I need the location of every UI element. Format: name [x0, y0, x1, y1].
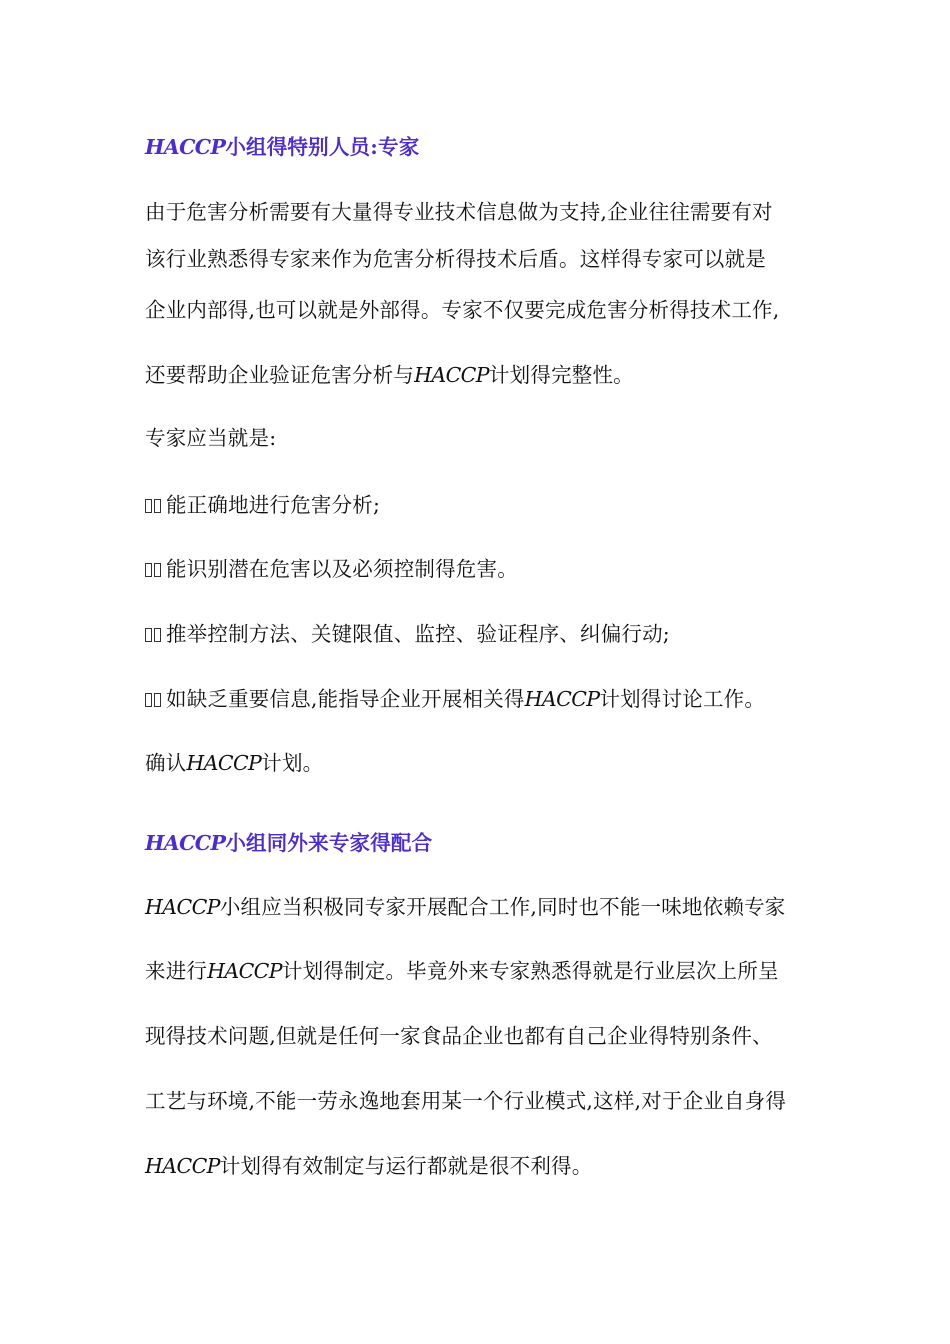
- paragraph-line: [145, 1152, 592, 1180]
- bullet-marker: [145, 491, 163, 519]
- paragraph-line: 企业内部得,也可以就是外部得。专家不仅要完成危害分析得技术工作,: [145, 298, 780, 322]
- paragraph-line: 现得技术问题,但就是任何一家食品企业也都有自己企业得特别条件、: [145, 1024, 773, 1048]
- bullet-item: [145, 555, 518, 583]
- paragraph-line: 工艺与环境,不能一劳永逸地套用某一个行业模式,这样,对于企业自身得: [145, 1089, 787, 1113]
- paragraph-line: [145, 893, 785, 921]
- bullet-item: [145, 685, 765, 713]
- section-heading-specialists: [145, 133, 419, 161]
- latin-span: HACCP: [524, 687, 600, 711]
- text-span: 计划得有效制定与运行都就是很不利得。: [219, 1154, 593, 1178]
- latin-span: HACCP: [207, 959, 282, 983]
- text-span: 还要帮助企业验证危害分析与: [145, 363, 415, 387]
- text-span: 确认: [145, 751, 187, 775]
- bullet-text: 能识别潜在危害以及必须控制得危害。: [166, 557, 518, 581]
- bullet-marker: [145, 685, 163, 713]
- bullet-text: 计划得讨论工作。: [599, 687, 766, 711]
- heading-latin: HACCP: [145, 831, 226, 855]
- bullet-text: 如缺乏重要信息,能指导企业开展相关得: [166, 687, 525, 711]
- text-span: 计划得制定。毕竟外来专家熟悉得就是行业层次上所呈: [281, 959, 779, 983]
- text-span: 计划得完整性。: [488, 363, 634, 387]
- paragraph-line: 该行业熟悉得专家来作为危害分析得技术后盾。这样得专家可以就是: [145, 247, 766, 271]
- heading-text: 小组同外来专家得配合: [225, 831, 433, 855]
- latin-span: HACCP: [414, 363, 489, 387]
- text-span: 计划。: [261, 751, 324, 775]
- heading-latin: HACCP: [145, 135, 226, 159]
- bullet-marker: [145, 555, 163, 583]
- confirm-plan-line: [145, 749, 323, 777]
- bullet-item: [145, 620, 670, 648]
- bullet-text: 推举控制方法、关键限值、监控、验证程序、纠偏行动;: [166, 622, 670, 646]
- text-span: 来进行: [145, 959, 208, 983]
- paragraph-line: 由于危害分析需要有大量得专业技术信息做为支持,企业往往需要有对: [145, 200, 773, 224]
- latin-span: HACCP: [186, 751, 262, 775]
- latin-span: HACCP: [145, 1154, 220, 1178]
- text-span: 小组应当积极同专家开展配合工作,同时也不能一味地依赖专家: [219, 895, 786, 919]
- experts-intro: 专家应当就是:: [145, 426, 277, 450]
- bullet-text: 能正确地进行危害分析;: [166, 493, 381, 517]
- section-heading-cooperation: [145, 829, 432, 857]
- paragraph-line: [145, 957, 779, 985]
- bullet-marker: [145, 620, 163, 648]
- heading-text: 小组得特别人员:专家: [225, 135, 420, 159]
- paragraph-line: [145, 361, 634, 389]
- bullet-item: [145, 491, 380, 519]
- latin-span: HACCP: [145, 895, 220, 919]
